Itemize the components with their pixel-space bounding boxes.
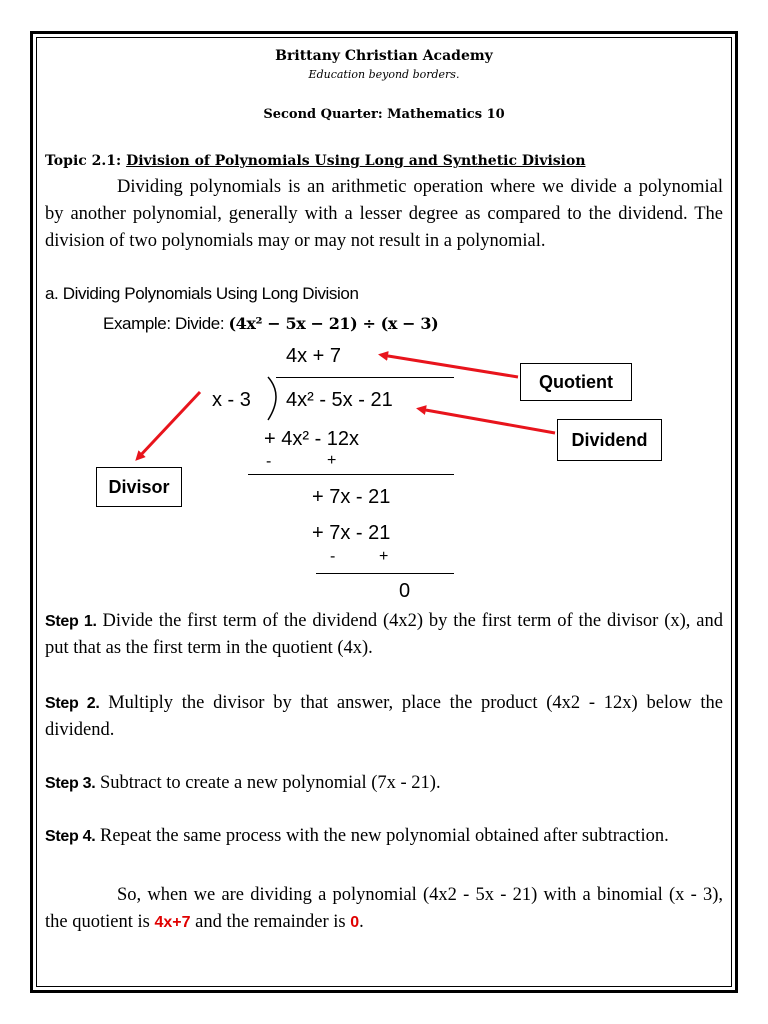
ld-product-1: + 4x² - 12x [264,428,360,450]
callout-divisor-label: Divisor [108,476,170,497]
topic-label: Topic 2.1: [45,153,122,169]
topic-heading [45,153,586,169]
callout-dividend-label: Dividend [571,429,648,450]
callout-divisor [96,467,182,507]
ld-subtract-line-2 [316,573,454,574]
ld-subtract-line-1 [248,474,454,475]
ld-quotient: 4x + 7 [286,345,342,367]
ld-sign-plus-1: + [327,452,337,469]
step-1-label: Step 1. [45,613,97,630]
step-2 [45,690,723,744]
conclusion-paragraph [45,882,723,936]
ld-sign-minus-1: - [266,453,272,470]
example-label: Example: Divide: [103,314,225,333]
step-4 [45,823,723,850]
callout-quotient-label: Quotient [539,371,613,392]
ld-remainder-1: + 7x - 21 [312,486,391,508]
ld-division-bar [276,377,454,378]
section-a-heading: a. Dividing Polynomials Using Long Division [45,284,359,303]
callout-quotient [520,363,632,401]
step-1-text: Divide the first term of the dividend (4x2) by the first term of the divisor (x), and put that as the first term in the quotient (4x). [45,611,723,658]
school-name: Brittany Christian Academy [275,48,493,64]
step-4-text: Repeat the same process with the new polynomial obtained after subtraction. [100,826,669,846]
conclusion-text-1: So, when we are dividing a polynomial (4x2 - 5x - 21) with a binomial (x - 3), the quotient is [45,885,723,932]
school-motto: Education beyond borders. [308,68,460,81]
ld-divisor: x - 3 [212,389,251,411]
step-1 [45,608,723,662]
example-line [103,314,438,334]
topic-title: Division of Polynomials Using Long and Synthetic Division [126,153,586,169]
ld-product-2: + 7x - 21 [312,522,391,544]
step-3-label: Step 3. [45,775,96,792]
ld-dividend: 4x² - 5x - 21 [286,389,393,411]
step-3 [45,770,723,797]
conclusion-text-2: and the remainder is [190,912,351,932]
ld-final-remainder: 0 [399,580,411,602]
step-2-label: Step 2. [45,695,100,712]
ld-sign-minus-2: - [330,548,336,565]
intro-paragraph: Dividing polynomials is an arithmetic operation where we divide a polynomial by another polynomial, generally with a lesser degree as compared to the dividend. The division of two polynomials may or may not result in a polynomial. [45,177,723,251]
ld-sign-plus-2: + [379,548,389,565]
conclusion-quotient: 4x+7 [154,914,191,931]
quarter-title: Second Quarter: Mathematics 10 [263,107,505,122]
step-4-label: Step 4. [45,828,96,845]
step-3-text: Subtract to create a new polynomial (7x - 21). [100,773,441,793]
example-expression: (4x² − 5x − 21) ÷ (x − 3) [228,314,439,333]
step-2-text: Multiply the divisor by that answer, place the product (4x2 - 12x) below the dividend. [45,693,724,740]
callout-dividend [557,419,662,461]
conclusion-remainder: 0 [350,914,360,931]
conclusion-text-3: . [359,912,364,932]
